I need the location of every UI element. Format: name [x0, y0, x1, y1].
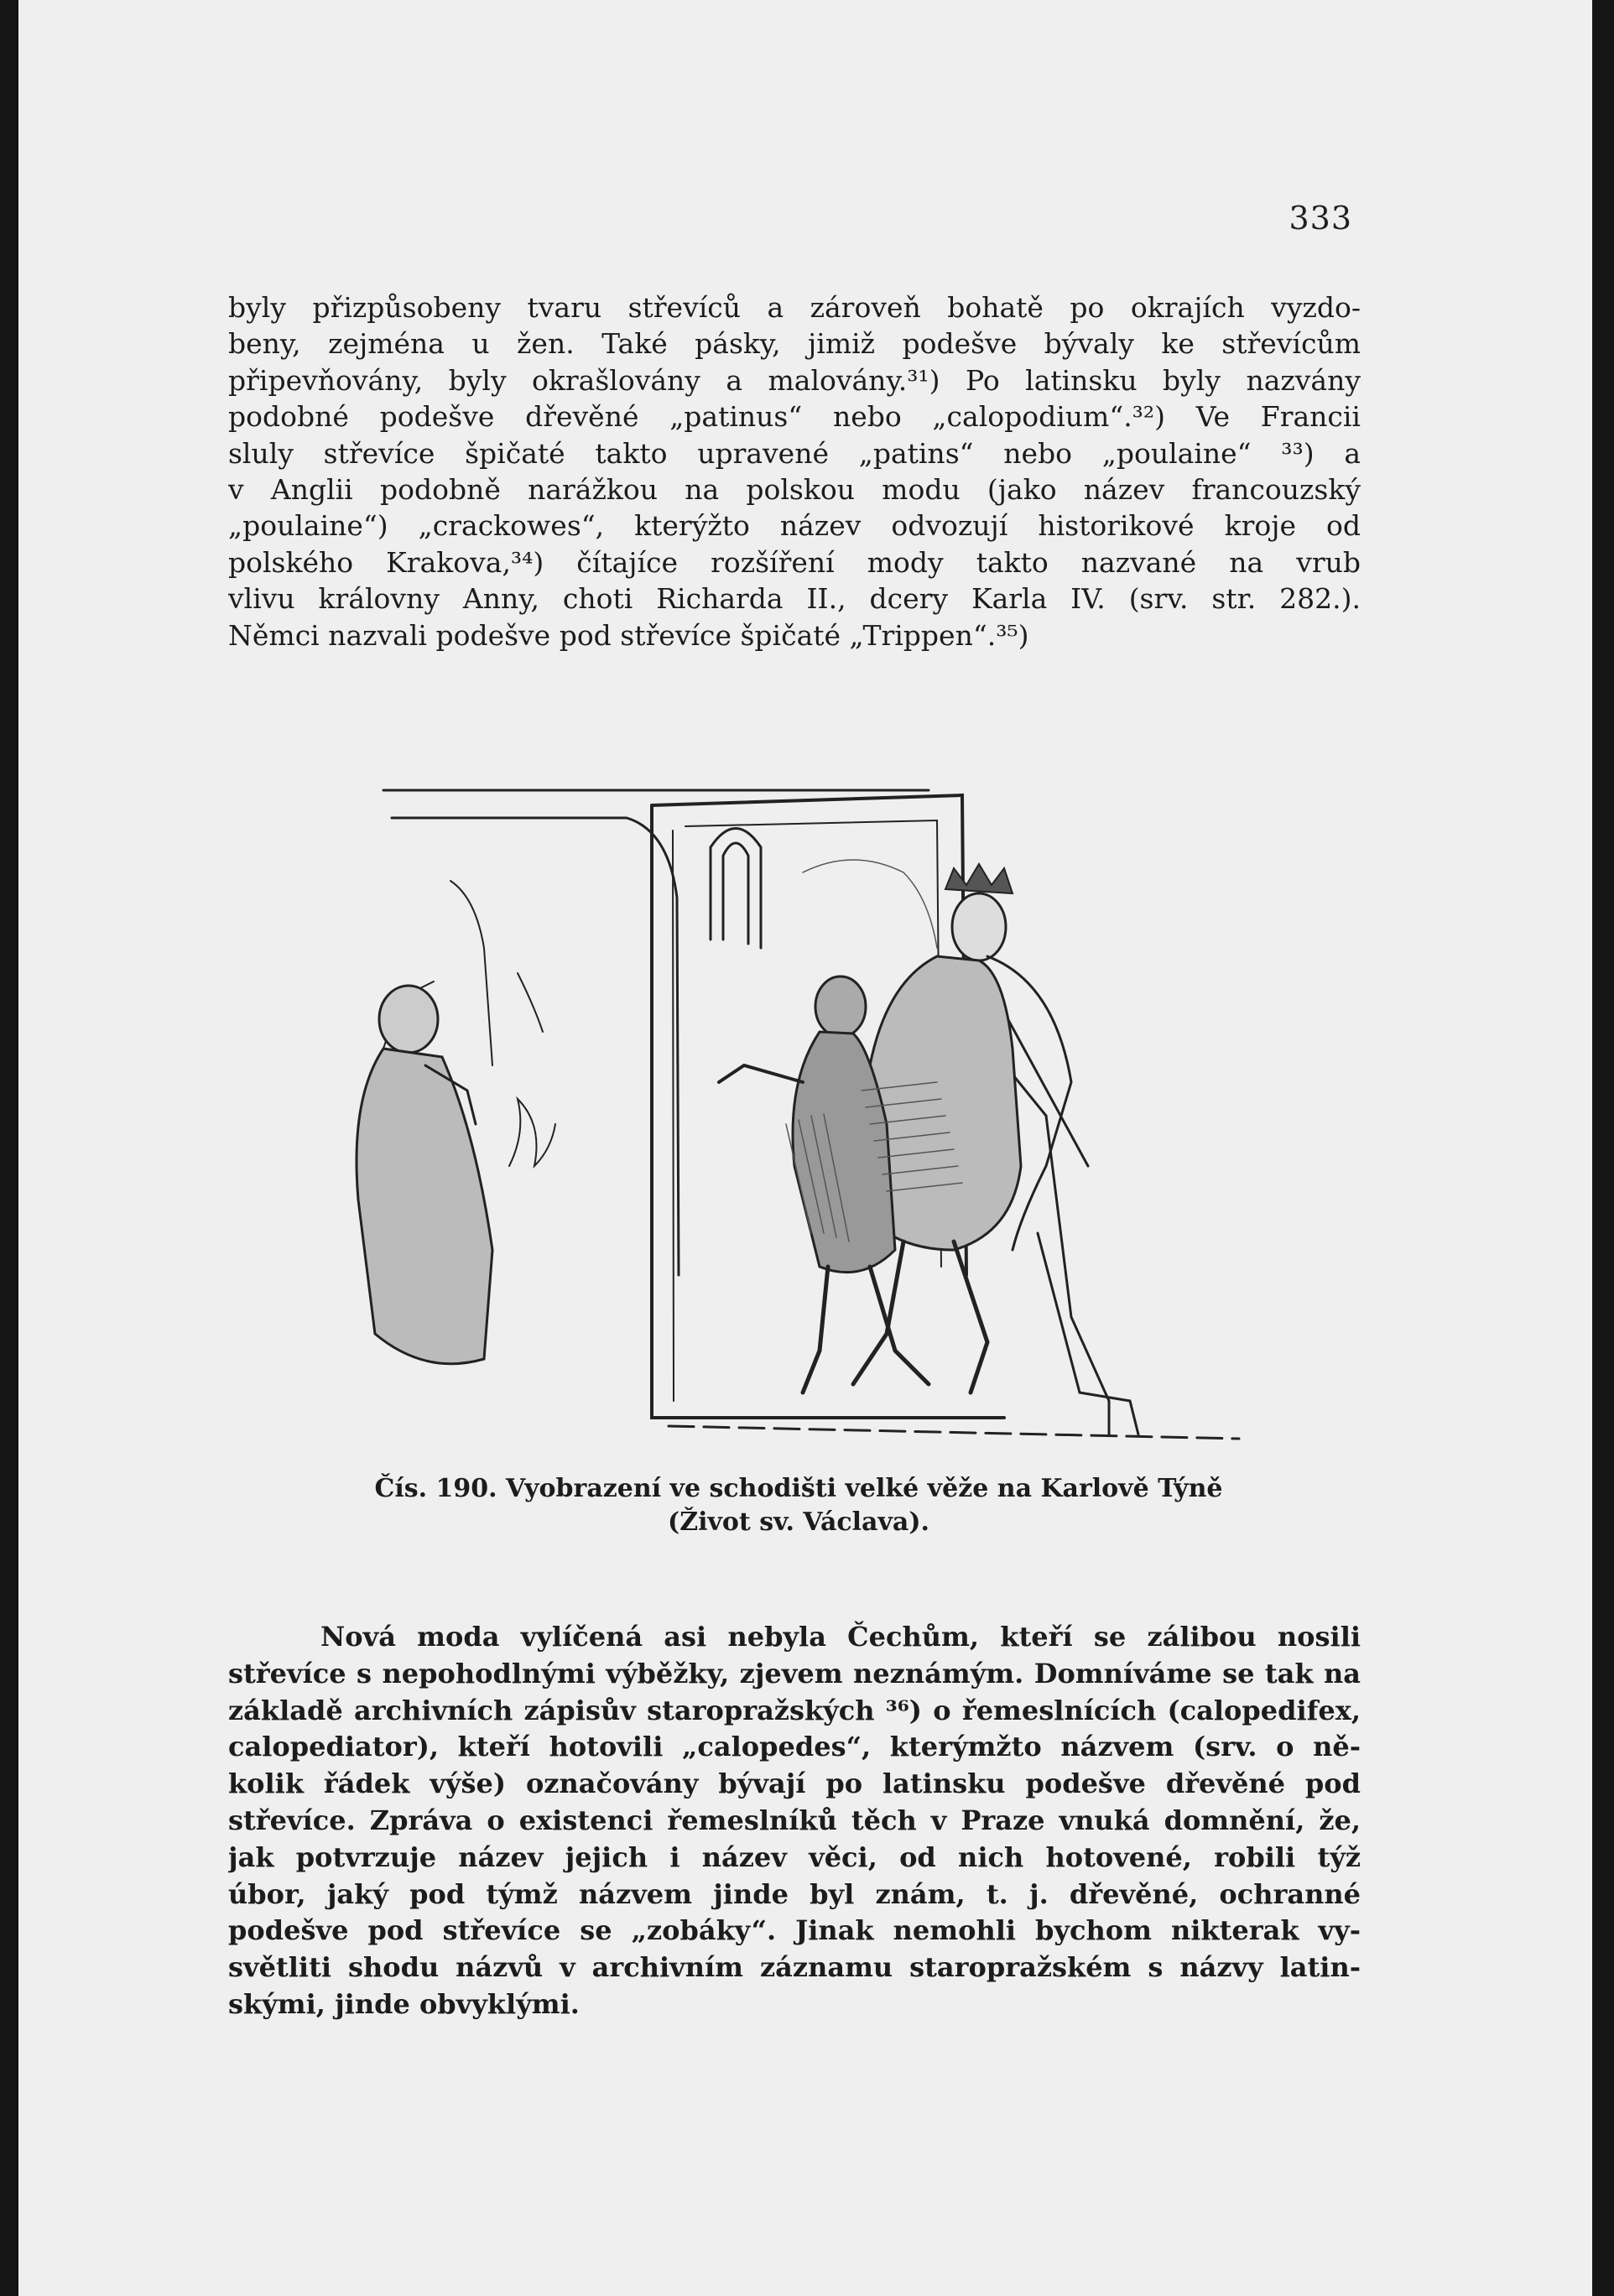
text-line: střevíce. Zpráva o existenci řemeslníků těch v Praze vnuká domnění, že,	[228, 1804, 1361, 1836]
text-line: vlivu královny Anny, choti Richarda II., dcery Karla IV. (srv. str. 282.).	[228, 582, 1361, 616]
text-line: úbor, jaký pod týmž názvem jinde byl znám, t. j. dřevěné, ochranné	[228, 1877, 1361, 1910]
caption-line: Čís. 190. Vyobrazení ve schodišti velké věže na Karlově Týně	[374, 1474, 1223, 1503]
text-line: skými, jinde obvyklými.	[228, 1987, 580, 2020]
text-line: střevíce s nepohodlnými výběžky, zjevem neznámým. Domníváme se tak na	[228, 1657, 1361, 1689]
text-line: připevňovány, byly okrašlovány a malovány.³¹) Po latinsku byly nazvány	[228, 363, 1361, 397]
text-line: podešve pod střevíce se „zobáky“. Jinak nemohli bychom nikterak vy-	[228, 1914, 1361, 1947]
page-arm	[719, 1065, 803, 1082]
text-line: jak potvrzuje název jejich i název věci, od nich hotovené, robili týž	[228, 1840, 1361, 1873]
page-legs	[803, 1267, 929, 1393]
text-line: základě archivních zápisův staropražských ³⁶) o řemeslnících (calopedifex,	[228, 1694, 1361, 1726]
text-line: beny, zejména u žen. Také pásky, jimiž podešve bývaly ke střevícům	[228, 327, 1361, 361]
king-head	[952, 893, 1006, 961]
king-crown	[945, 864, 1013, 893]
text-line: Nová moda vylíčená asi nebyla Čechům, kteří se zálibou nosili	[320, 1621, 1361, 1653]
page-number: 333	[1289, 200, 1352, 237]
bottom-line	[669, 1426, 1239, 1439]
fire	[509, 1099, 555, 1166]
text-line: kolik řádek výše) označovány bývají po latinsku podešve dřevěné pod	[228, 1768, 1361, 1800]
page-head	[815, 976, 866, 1037]
text-line: podobné podešve dřevěné „patinus“ nebo „calopodium“.³²) Ve Francii	[228, 400, 1361, 434]
scan-border-right	[1592, 0, 1614, 2296]
window-arch	[711, 829, 761, 949]
text-line: calopediator), kteří hotovili „calopedes“, kterýmžto názvem (srv. o ně-	[228, 1731, 1361, 1763]
scan-border-left	[0, 0, 18, 2296]
text-line: sluly střevíce špičaté takto upravené „patins“ nebo „poulaine“ ³³) a	[228, 436, 1361, 470]
woman-head	[379, 986, 438, 1053]
figure-caption	[354, 1472, 1243, 1539]
caption-line: (Život sv. Václava).	[668, 1507, 929, 1537]
book-page	[18, 0, 1592, 2296]
text-line: byly přizpůsobeny tvaru střevíců a zároveň bohatě po okrajích vyzdo-	[228, 291, 1361, 324]
paragraph-1	[228, 289, 1361, 653]
woman-body	[357, 1049, 492, 1364]
text-line: polského Krakova,³⁴) čítajíce rozšíření mody takto nazvané na vrub	[228, 545, 1361, 579]
paragraph-2	[228, 1619, 1361, 2023]
text-line: „poulaine“) „crackowes“, kterýžto název odvozují historikové kroje od	[228, 509, 1361, 543]
text-line: v Anglii podobně narážkou na polskou modu (jako název francouzský	[228, 472, 1361, 506]
figure-illustration	[350, 730, 1256, 1451]
text-line: světliti shodu názvů v archivním záznamu staropražském s názvy latin-	[228, 1951, 1361, 1984]
text-line: Němci nazvali podešve pod střevíce špičaté „Trippen“.³⁵)	[228, 618, 1029, 652]
